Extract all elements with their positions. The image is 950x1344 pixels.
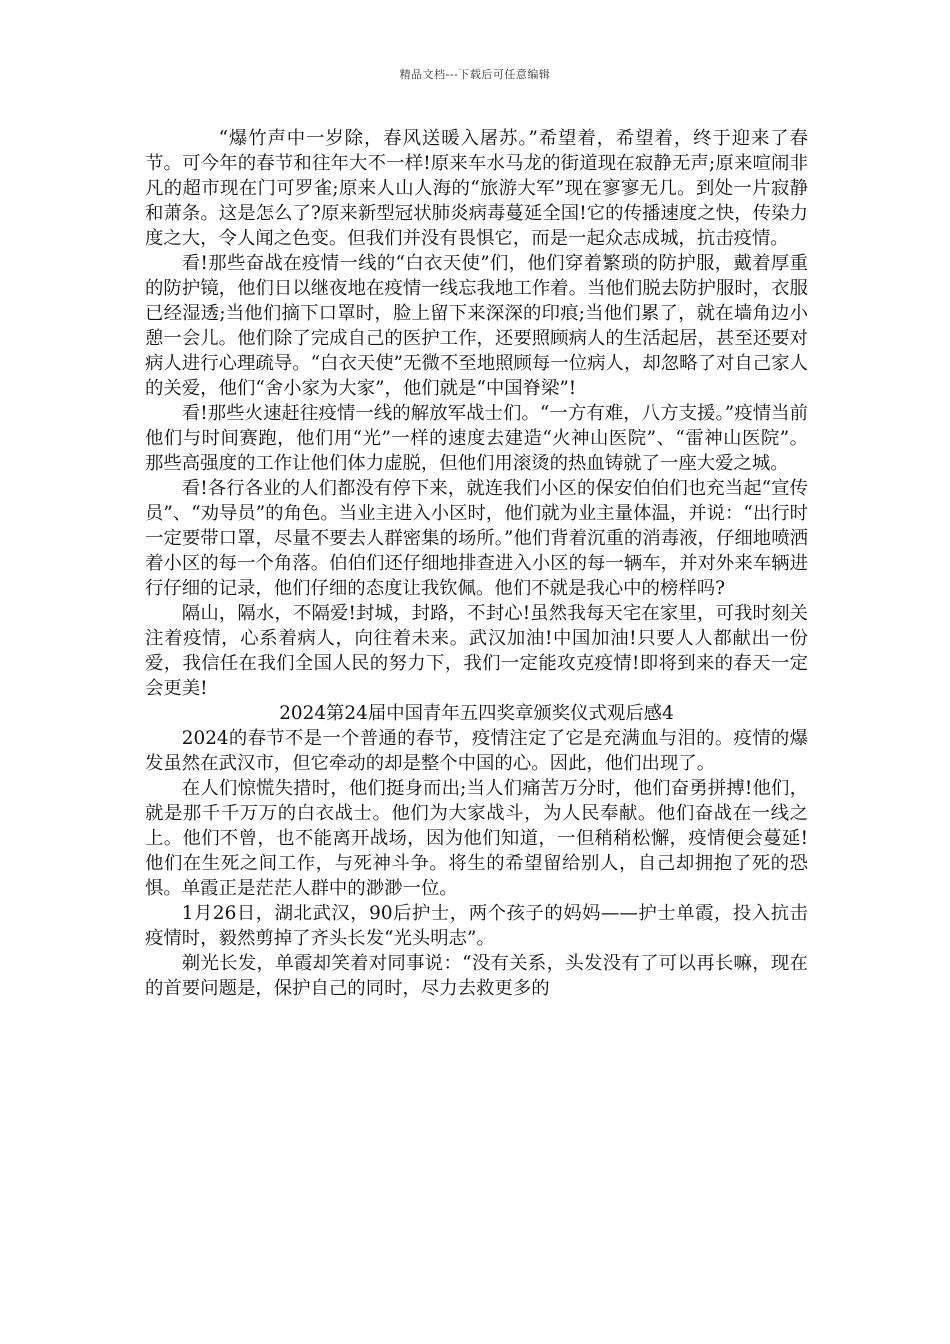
paragraph-9: 剃光长发，单霞却笑着对同事说：“没有关系，头发没有了可以再长嘛，现在的首要问题是，保护自己的同时，尽力去救更多的: [145, 953, 808, 999]
paragraph-4: 看!各行各业的人们都没有停下来，就连我们小区的保安伯伯们也充当起“宣传员”、“劝导员”的角色。当业主进入小区时，他们就为业主量体温，并说：“出行时一定要带口罩，尽量不要去人群密集的场所。”他们背着沉重的消毒液，仔细地喷洒着小区的每一个角落。伯伯们还仔细地排查进入小区的每一辆车，并对外来车辆进行仔细的记录，他们仔细的态度让我钦佩。他们不就是我心中的榜样吗?: [145, 478, 808, 599]
section-title: 2024第24届中国青年五四奖章颁奖仪式观后感4: [279, 703, 674, 724]
document-body: [145, 126, 808, 1001]
paragraph-7: 在人们惊慌失措时，他们挺身而出;当人们痛苦万分时，他们奋勇拼搏!他们，就是那千千万万的白衣战士。他们为大家战斗，为人民奉献。他们奋战在一线之上。他们不曾，也不能离开战场，因为他们知道，一但稍稍松懈，疫情便会蔓延!他们在生死之间工作，与死神斗争。将生的希望留给别人，自己却拥抱了死的恐惧。单霞正是茫茫人群中的渺渺一位。: [145, 778, 808, 899]
paragraph-3: 看!那些火速赶往疫情一线的解放军战士们。“一方有难，八方支援。”疫情当前他们与时间赛跑，他们用“光”一样的速度去建造“火神山医院”、“雷神山医院”。那些高强度的工作让他们体力虚脱，但他们用滚烫的热血铸就了一座大爱之城。: [145, 403, 808, 474]
paragraph-8: 1月26日，湖北武汉，90后护士，两个孩子的妈妈——护士单霞，投入抗击疫情时，毅然剪掉了齐头长发“光头明志”。: [145, 903, 808, 949]
paragraph-6: 2024的春节不是一个普通的春节，疫情注定了它是充满血与泪的。疫情的爆发虽然在武汉市，但它牵动的却是整个中国的心。因此，他们出现了。: [145, 728, 808, 774]
paragraph-2: 看!那些奋战在疫情一线的“白衣天使”们，他们穿着繁琐的防护服，戴着厚重的防护镜，他们日以继夜地在疫情一线忘我地工作着。当他们脱去防护服时，衣服已经湿透;当他们摘下口罩时，脸上留下来深深的印痕;当他们累了，就在墙角边小憩一会儿。他们除了完成自己的医护工作，还要照顾病人的生活起居，甚至还要对病人进行心理疏导。“白衣天使”无微不至地照顾每一位病人，却忽略了对自己家人的关爱，他们“舍小家为大家”，他们就是“中国脊梁”!: [145, 253, 808, 399]
paragraph-5: 隔山，隔水，不隔爱!封城，封路，不封心!虽然我每天宅在家里，可我时刻关注着疫情，心系着病人，向往着未来。武汉加油!中国加油!只要人人都献出一份爱，我信任在我们全国人民的努力下，我们一定能攻克疫情!即将到来的春天一定会更美!: [145, 603, 808, 699]
page-header: 精品文档---下载后可任意编辑: [399, 68, 551, 81]
paragraph-1: “爆竹声中一岁除，春风送暖入屠苏。”希望着，希望着，终于迎来了春节。可今年的春节和往年大不一样!原来车水马龙的街道现在寂静无声;原来喧闹非凡的超市现在门可罗雀;原来人山人海的“旅游大军”现在寥寥无几。到处一片寂静和萧条。这是怎么了?原来新型冠状肺炎病毒蔓延全国!它的传播速度之快，传染力度之大，令人闻之色变。但我们并没有畏惧它，而是一起众志成城，抗击疫情。: [145, 128, 808, 249]
